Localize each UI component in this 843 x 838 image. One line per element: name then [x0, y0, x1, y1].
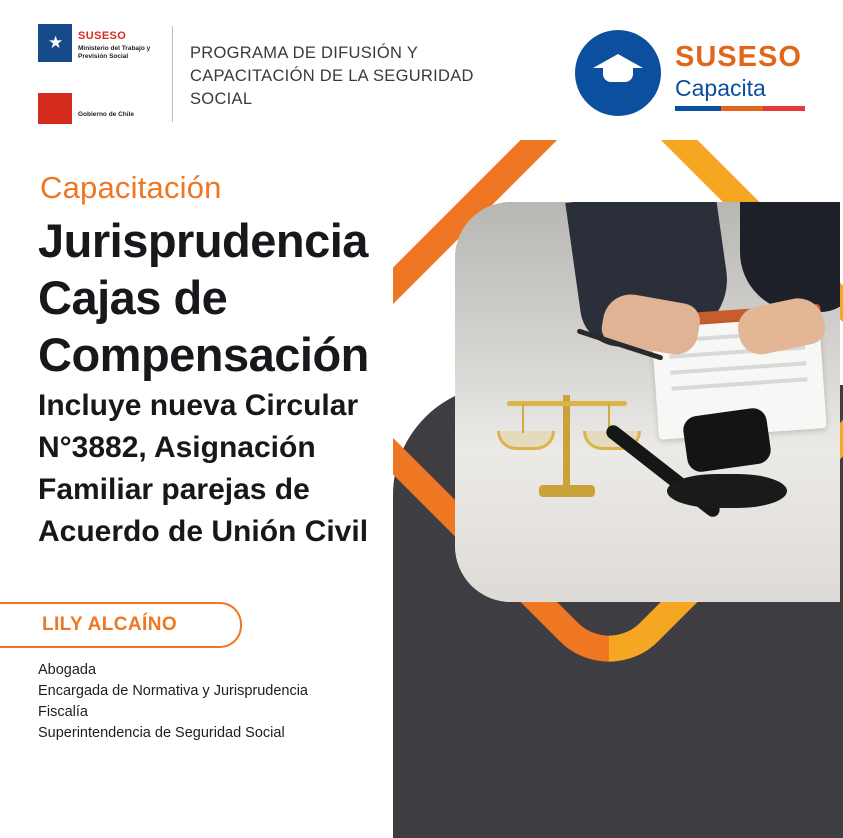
document-line [670, 361, 806, 374]
page-subtitle: Incluye nueva Circular N°3882, Asignación Familiar parejas de Acuerdo de Unión Civil [38, 389, 369, 548]
capacita-underline-bars [675, 106, 805, 111]
credential-line: Fiscalía [38, 704, 88, 720]
credential-line: Superintendencia de Seguridad Social [38, 725, 285, 741]
program-title: PROGRAMA DE DIFUSIÓN Y CAPACITACIÓN DE LA SEGURIDAD SOCIAL [190, 44, 474, 108]
flag-red-band [38, 93, 72, 124]
cap-board [593, 54, 643, 68]
ministry-name: Ministerio del Trabajo y Previsión Social [78, 45, 151, 60]
underline-bar-red [763, 106, 805, 111]
underline-bar-orange [721, 106, 763, 111]
graduation-cap-icon [593, 54, 643, 88]
page-title: Jurisprudencia Cajas de Compensación [38, 214, 369, 381]
kicker-label: Capacitación [40, 170, 222, 205]
gavel-icon [633, 412, 813, 562]
suseso-wordmark: SUSESO [78, 30, 127, 42]
gobierno-label: Gobierno de Chile [78, 111, 134, 118]
chile-flag-icon [38, 24, 72, 124]
scale-base [539, 485, 595, 497]
flag-white-band [38, 62, 72, 93]
ministry-lockup [72, 24, 156, 124]
scale-string-left [522, 403, 524, 433]
flag-star-icon: ★ [48, 33, 64, 52]
underline-bar-blue [675, 106, 721, 111]
header-divider [172, 26, 173, 122]
hero-photo [455, 202, 840, 602]
capacita-wordmark-suseso: SUSESO [675, 41, 802, 73]
gobierno-de-chile-logo [38, 24, 156, 124]
poster-header [0, 0, 843, 140]
speaker-badge [0, 602, 242, 648]
capacita-wordmark-capacita: Capacita [675, 75, 766, 101]
credential-line: Abogada [38, 662, 97, 678]
flag-blue-field [38, 24, 72, 62]
credential-line: Encargada de Normativa y Jurisprudencia [38, 683, 308, 699]
speaker-name: LILY ALCAÍNO [42, 614, 177, 635]
scale-post [563, 395, 570, 487]
document-line [671, 377, 807, 390]
gavel-head [682, 406, 773, 473]
speaker-credentials [38, 660, 438, 744]
cap-base [603, 68, 633, 82]
suseso-capacita-logo [575, 20, 805, 130]
scale-pan-left [497, 431, 555, 450]
hero-graphic [393, 140, 843, 838]
gavel-sound-block [667, 474, 787, 508]
